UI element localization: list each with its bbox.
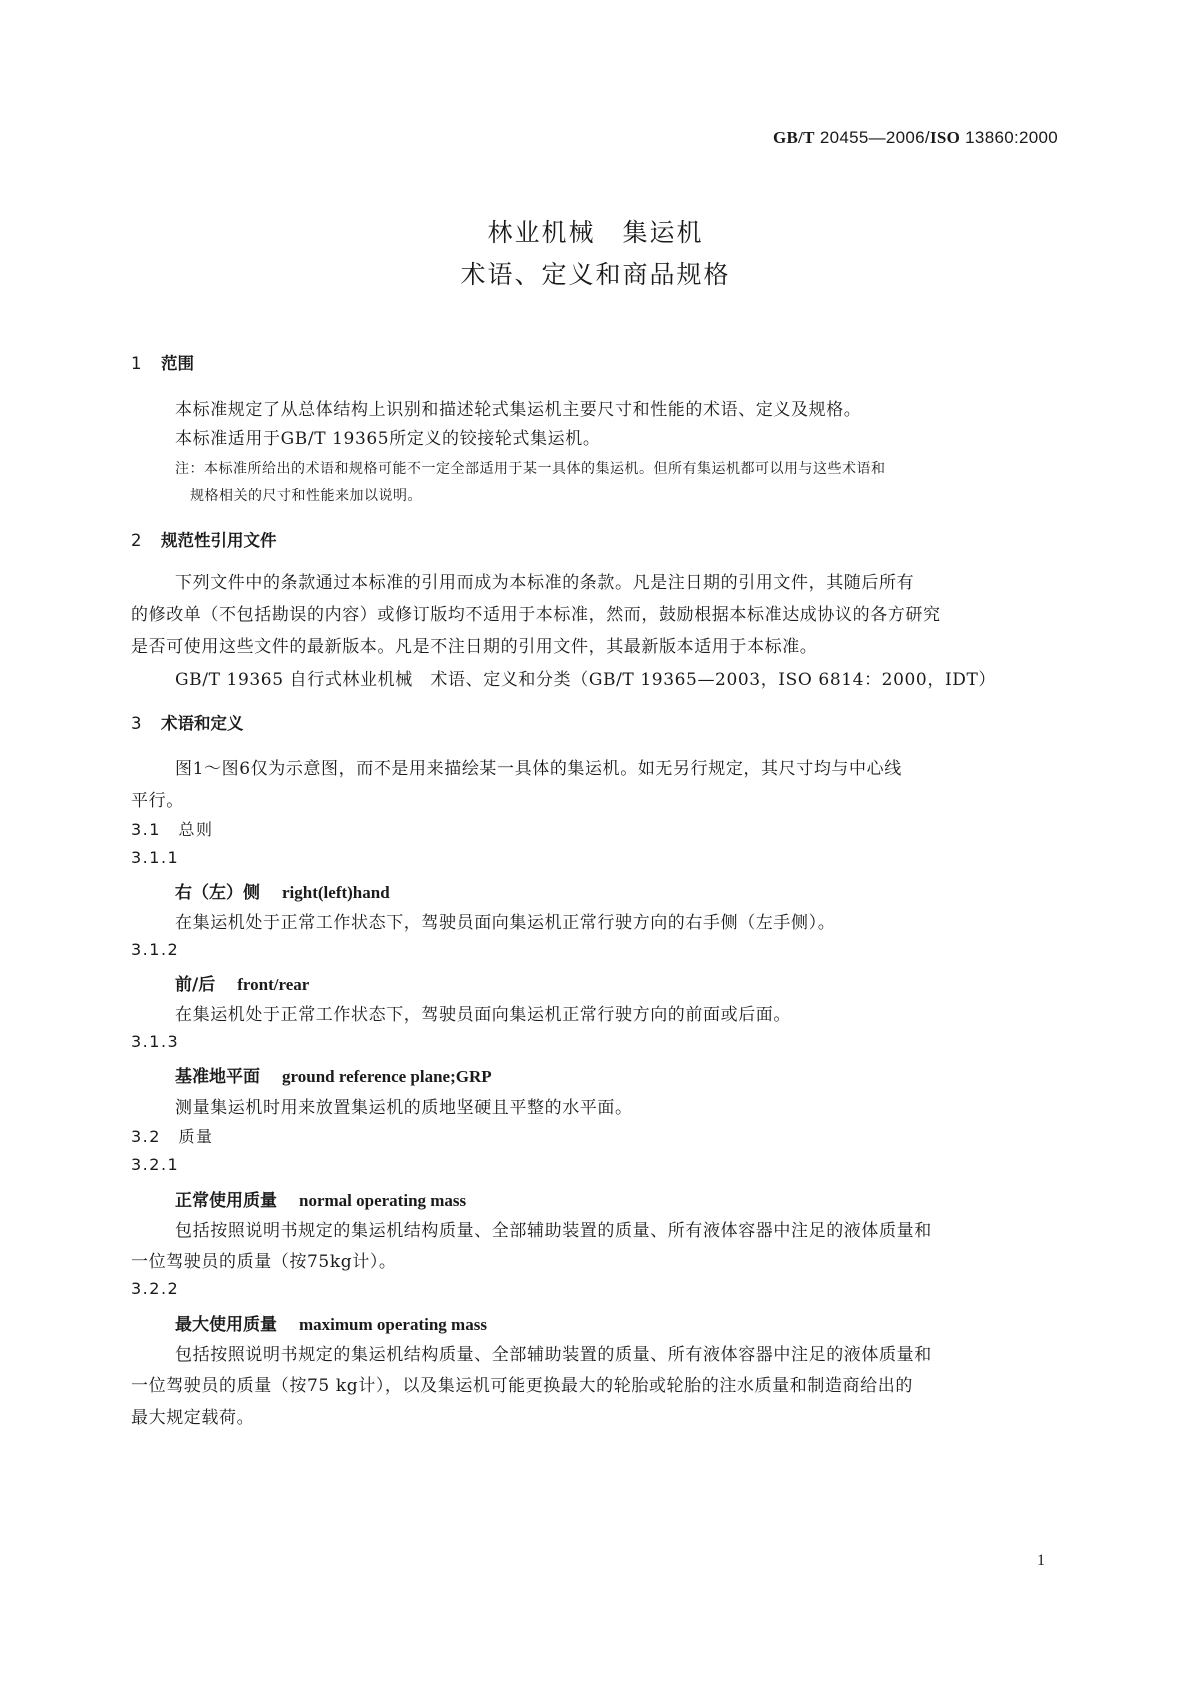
clause-3-2-1-number: 3.2.1 [131,1155,180,1174]
definition-3-1-2: 在集运机处于正常工作状态下，驾驶员面向集运机正常行驶方向的前面或后面。 [175,1005,791,1025]
section-2-heading: 2 规范性引用文件 [131,531,277,550]
definition-3-2-2-line-2: 一位驾驶员的质量（按75 kg计），以及集运机可能更换最大的轮胎或轮胎的注水质量和制造商给出的 [131,1376,913,1396]
term-3-1-1: 右（左）侧 right(left)hand [175,883,390,903]
page-number: 1 [1037,1552,1045,1569]
section-1-heading: 1 范围 [131,354,194,373]
normative-refs-line-2: 的修改单（不包括勘误的内容）或修订版均不适用于本标准，然而，鼓励根据本标准达成协议的各方研究 [131,605,941,625]
definition-3-2-2-line-3: 最大规定载荷。 [131,1408,255,1428]
definition-3-1-3: 测量集运机时用来放置集运机的质地坚硬且平整的水平面。 [175,1098,633,1118]
term-3-2-2: 最大使用质量 maximum operating mass [175,1315,487,1335]
term-3-1-2: 前/后 front/rear [175,975,310,995]
scope-paragraph-1: 本标准规定了从总体结构上识别和描述轮式集运机主要尺寸和性能的术语、定义及规格。 [175,400,862,420]
title-line-1: 林业机械 集运机 [487,218,704,247]
definition-3-2-2-line-1: 包括按照说明书规定的集运机结构质量、全部辅助装置的质量、所有液体容器中注足的液体质量和 [175,1345,932,1365]
normative-refs-line-3: 是否可使用这些文件的最新版本。凡是不注日期的引用文件，其最新版本适用于本标准。 [131,637,818,657]
clause-3-1-1-number: 3.1.1 [131,848,180,867]
standard-code: GB/T 20455—2006/ISO 13860:2000 [772,128,1058,147]
terms-intro-line-2: 平行。 [131,791,184,811]
clause-3-1-3-number: 3.1.3 [131,1032,180,1051]
clause-3-2-2-number: 3.2.2 [131,1279,180,1298]
clause-3-1-heading: 3.1 总则 [131,820,214,839]
clause-3-2-heading: 3.2 质量 [131,1127,214,1146]
clause-3-1-2-number: 3.1.2 [131,940,180,959]
section-3-heading: 3 术语和定义 [131,714,244,733]
definition-3-2-1-line-2: 一位驾驶员的质量（按75kg计）。 [131,1252,397,1272]
term-3-1-3: 基准地平面 ground reference plane;GRP [175,1067,492,1087]
scope-note-line-2: 规格相关的尺寸和性能来加以说明。 [190,488,422,504]
terms-intro-line-1: 图1～图6仅为示意图，而不是用来描绘某一具体的集运机。如无另行规定，其尺寸均与中心线 [175,759,902,779]
normative-reference-entry: GB/T 19365 自行式林业机械 术语、定义和分类（GB/T 19365—2003，ISO 6814：2000，IDT） [175,670,997,690]
title-line-2: 术语、定义和商品规格 [460,260,731,289]
scope-paragraph-2: 本标准适用于GB/T 19365所定义的铰接轮式集运机。 [175,429,601,449]
term-3-2-1: 正常使用质量 normal operating mass [175,1191,467,1211]
definition-3-2-1-line-1: 包括按照说明书规定的集运机结构质量、全部辅助装置的质量、所有液体容器中注足的液体质量和 [175,1221,932,1241]
definition-3-1-1: 在集运机处于正常工作状态下，驾驶员面向集运机正常行驶方向的右手侧（左手侧）。 [175,913,836,933]
normative-refs-line-1: 下列文件中的条款通过本标准的引用而成为本标准的条款。凡是注日期的引用文件，其随后所有 [175,573,915,593]
scope-note-line-1: 注：本标准所给出的术语和规格可能不一定全部适用于某一具体的集运机。但所有集运机都可以用与这些术语和 [175,461,886,477]
